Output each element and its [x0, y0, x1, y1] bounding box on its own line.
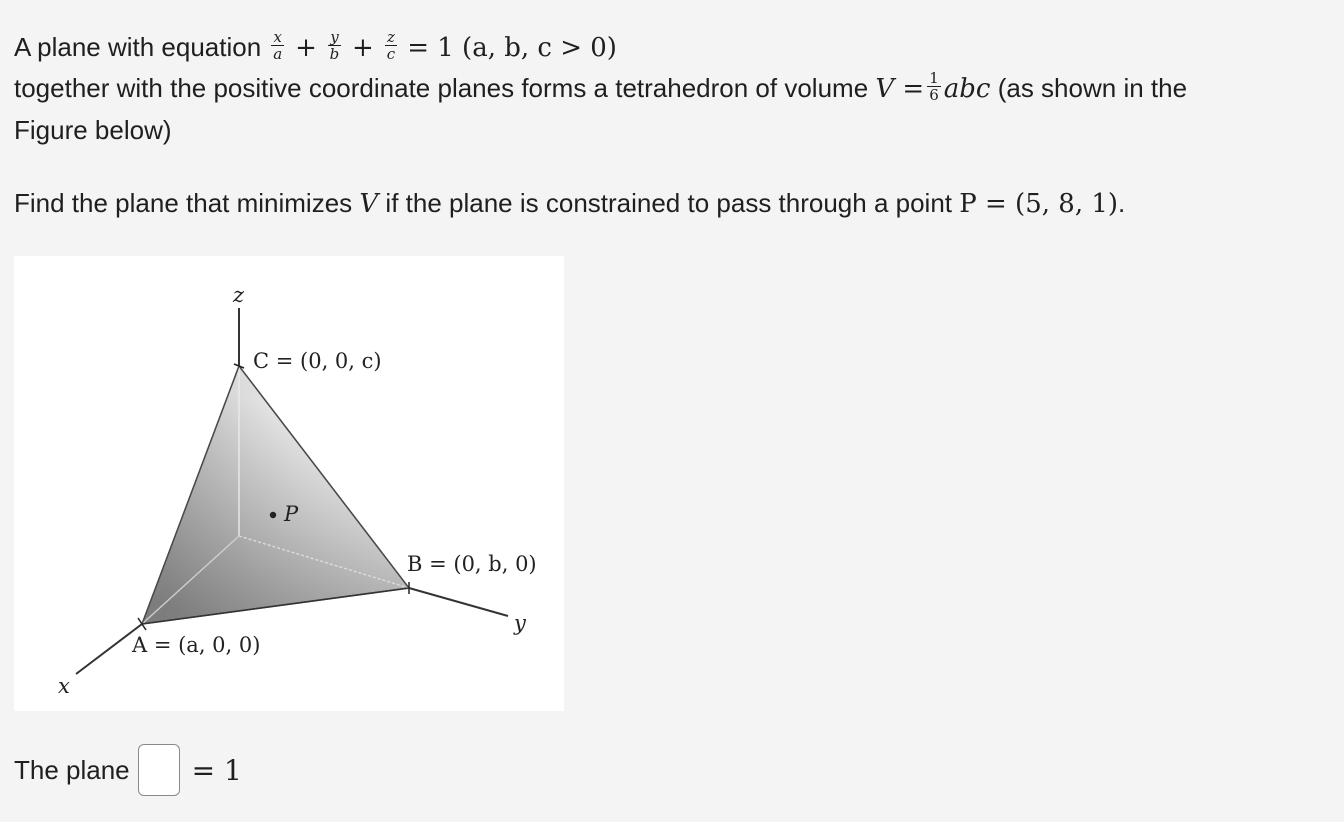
answer-prefix: The plane — [14, 754, 130, 785]
equation-rhs: = 1 (a, b, c > 0) — [407, 33, 617, 63]
problem-line-2 — [14, 68, 1188, 106]
vertex-c-label: C = (0, 0, c) — [253, 349, 382, 373]
line2-suffix: (as shown in the — [997, 73, 1188, 103]
volume-rhs: abc — [943, 74, 991, 104]
tetrahedron-shading — [142, 366, 409, 624]
fraction-one-sixth: $\frac{1}{6}$ — [929, 68, 939, 104]
axis-x-label: x — [58, 674, 70, 698]
fraction-z-over-c: $\frac{z}{c}$ — [386, 27, 396, 63]
tetrahedron-figure — [14, 256, 564, 711]
line4-volume-symbol: V — [359, 189, 379, 219]
problem-line-3 — [14, 115, 172, 145]
answer-rhs: = 1 — [191, 753, 242, 787]
problem-line-4 — [14, 188, 1125, 219]
line3-text: Figure below) — [14, 115, 172, 145]
vertex-a-label: A = (a, 0, 0) — [132, 633, 261, 657]
point-p-dot — [270, 512, 276, 518]
fraction-y-over-b: $\frac{y}{b}$ — [329, 27, 340, 63]
fraction-x-over-a: $\frac{x}{a}$ — [273, 27, 283, 63]
axis-z-label: z — [233, 283, 245, 307]
line4-suffix: . — [1118, 188, 1126, 218]
line1-prefix: A plane with equation — [14, 32, 262, 62]
axis-y-label: y — [514, 611, 526, 635]
line4-prefix: Find the plane that minimizes — [14, 188, 353, 218]
line4-mid: if the plane is constrained to pass through a point — [385, 188, 953, 218]
volume-lhs: V = — [875, 74, 925, 104]
tetrahedron-diagram — [14, 256, 564, 711]
line2-prefix: together with the positive coordinate planes forms a tetrahedron of volume — [14, 73, 869, 103]
y-axis-line — [409, 588, 508, 616]
answer-row — [14, 742, 242, 798]
point-p-label: P — [284, 502, 299, 526]
plane-answer-input[interactable] — [138, 744, 180, 796]
vertex-b-label: B = (0, b, 0) — [407, 552, 537, 576]
problem-line-1: A plane with equation $\frac{x}{a}$ + $\frac{y}{b}$ + $\frac{z}{c}$ = 1 (a, b, c > 0) — [14, 27, 617, 63]
point-p-coordinates: P = (5, 8, 1) — [959, 189, 1119, 219]
